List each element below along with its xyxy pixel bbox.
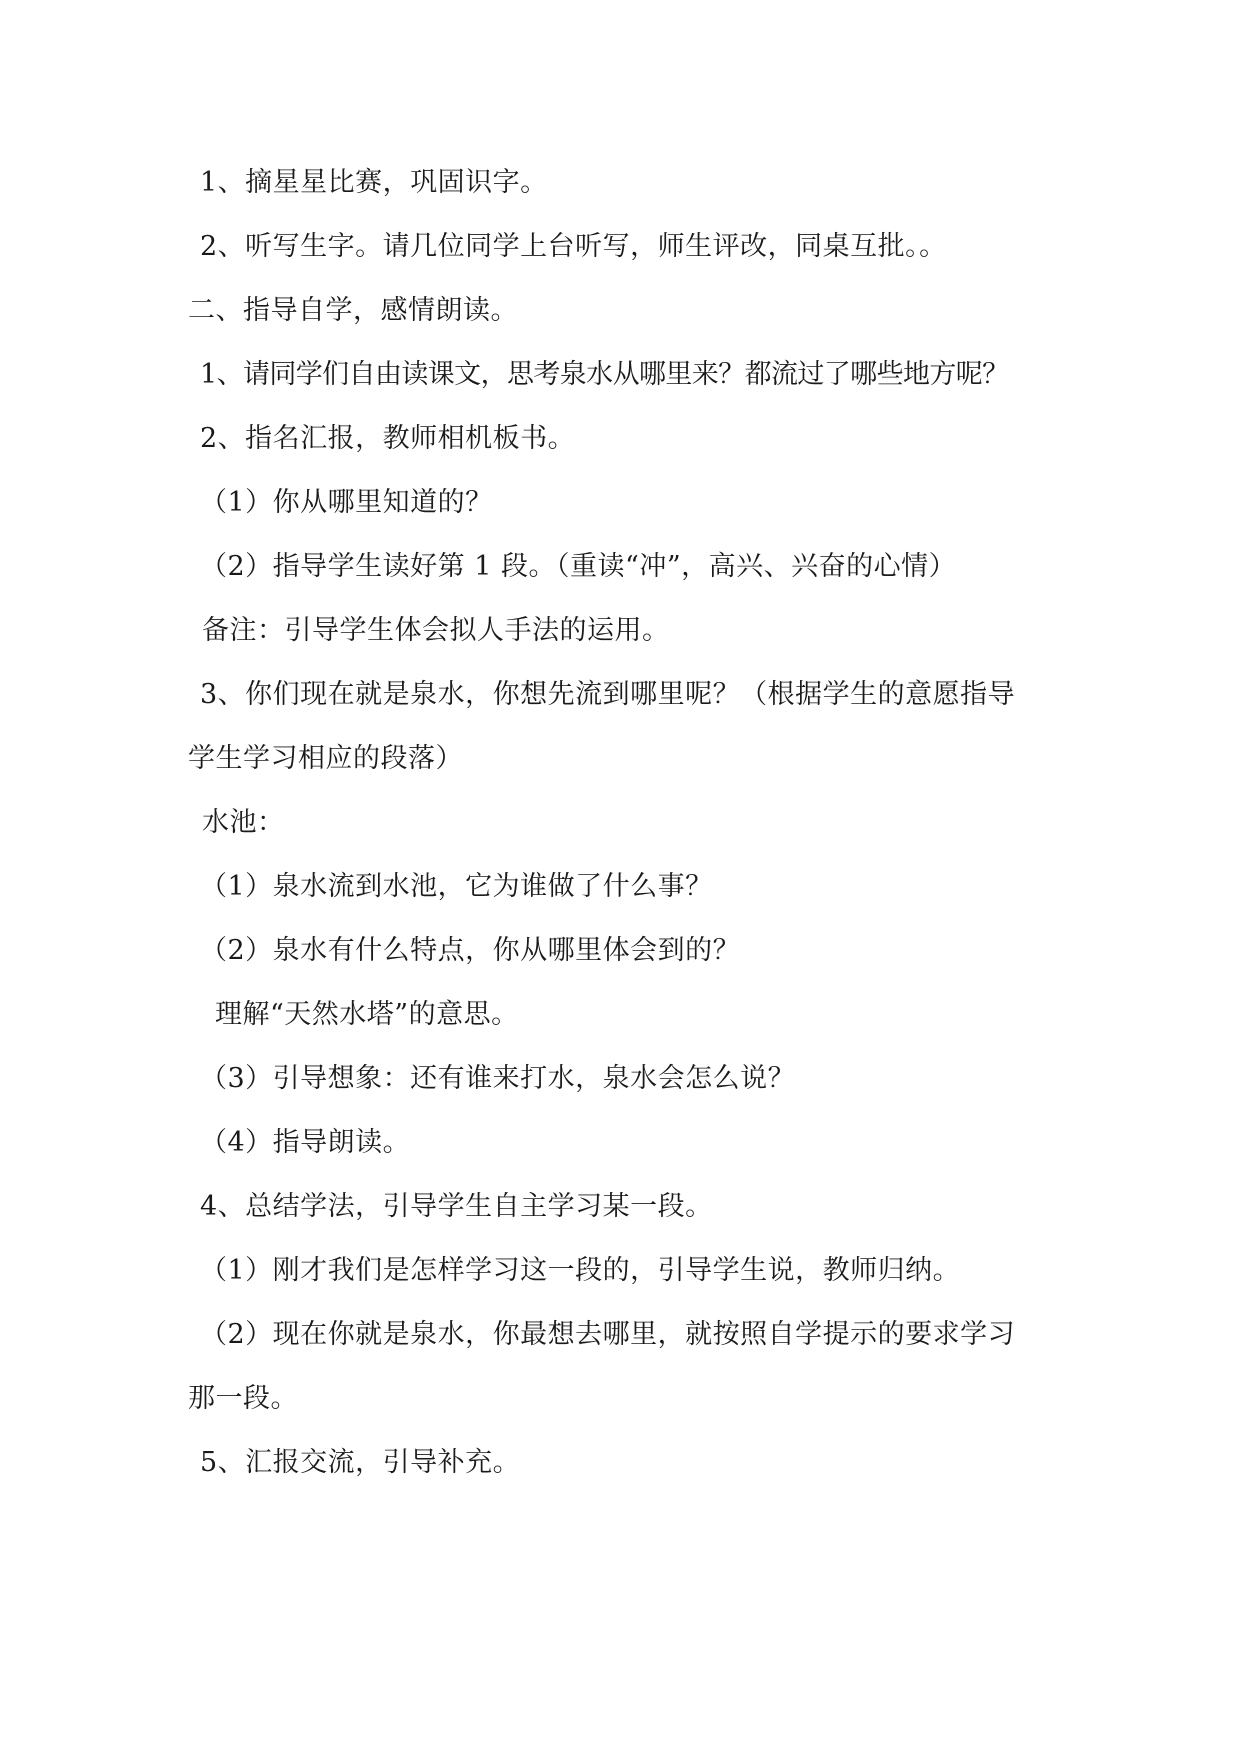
text-line-4: 1、请同学们自由读课文，思考泉水从哪里来？都流过了哪些地方呢？	[200, 359, 1009, 390]
note-line: 备注：引导学生体会拟人手法的运用。	[202, 615, 670, 646]
text-line-6: （1）你从哪里知道的？	[200, 487, 493, 518]
text-line-2: 2、听写生字。请几位同学上台听写，师生评改，同桌互批。。	[200, 231, 947, 262]
text-line-5: 2、指名汇报，教师相机板书。	[200, 423, 576, 454]
text-line-1: 1、摘星星比赛，巩固识字。	[200, 167, 548, 198]
subsection-label: 水池：	[202, 807, 285, 838]
text-line-21: 5、汇报交流，引导补充。	[200, 1447, 521, 1478]
text-line-10: 学生学习相应的段落）	[188, 743, 463, 774]
text-line-15: （3）引导想象：还有谁来打水，泉水会怎么说？	[200, 1063, 796, 1094]
text-line-13: （2）泉水有什么特点，你从哪里体会到的？	[200, 935, 741, 966]
text-line-16: （4）指导朗读。	[200, 1127, 411, 1158]
text-line-20: 那一段。	[188, 1383, 298, 1414]
text-line-9: 3、你们现在就是泉水，你想先流到哪里呢？（根据学生的意愿指导	[200, 679, 1016, 710]
text-line-18: （1）刚才我们是怎样学习这一段的，引导学生说，教师归纳。	[200, 1255, 961, 1286]
text-line-7: （2）指导学生读好第 1 段。（重读“冲”，高兴、兴奋的心情）	[200, 551, 957, 582]
text-line-12: （1）泉水流到水池，它为谁做了什么事？	[200, 871, 713, 902]
text-line-19: （2）现在你就是泉水，你最想去哪里，就按照自学提示的要求学习	[200, 1319, 1016, 1350]
text-line-17: 4、总结学法，引导学生自主学习某一段。	[200, 1191, 713, 1222]
text-line-14: 理解“天然水塔”的意思。	[215, 999, 519, 1030]
section-heading: 二、指导自学，感情朗读。	[188, 295, 518, 326]
